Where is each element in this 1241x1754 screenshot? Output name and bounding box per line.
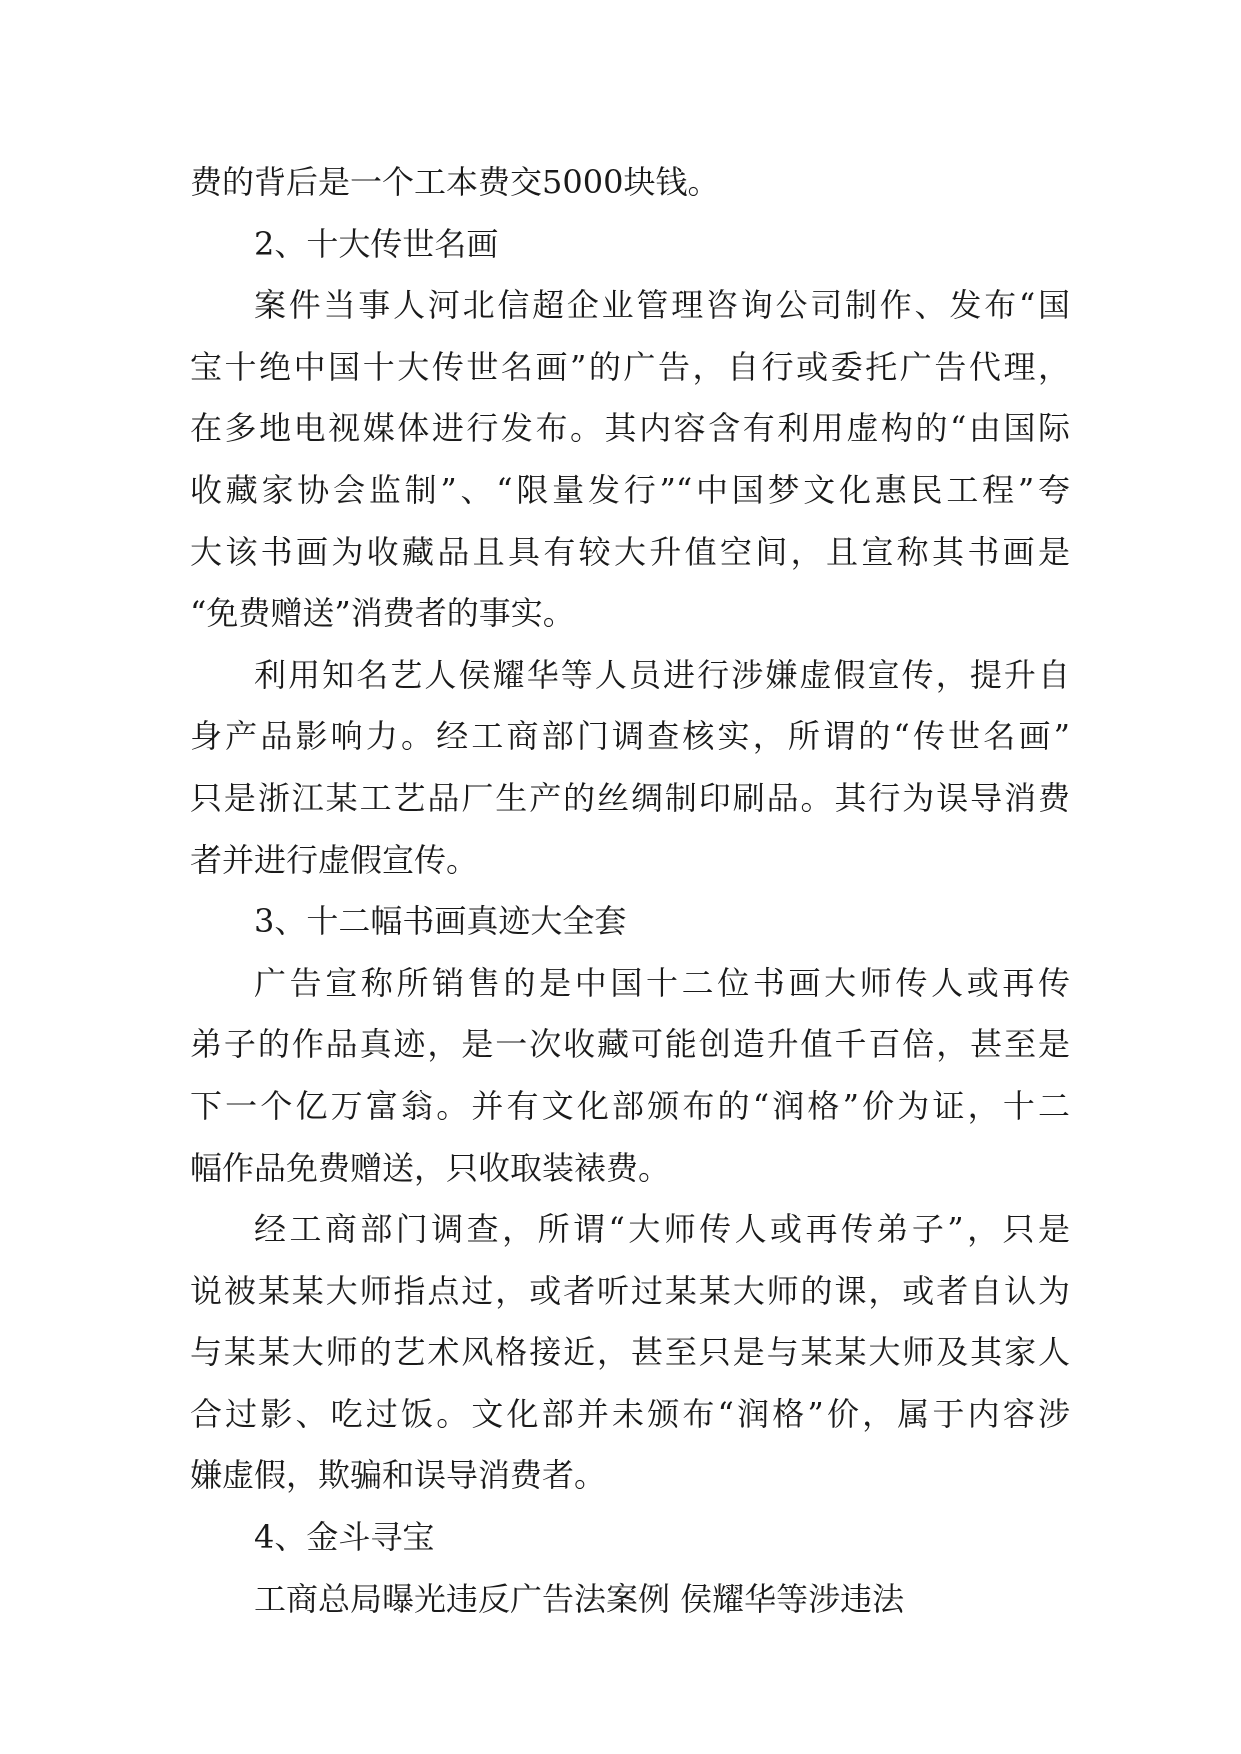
text-line: 在多地电视媒体进行发布。其内容含有利用虚构的“由国际 [190, 409, 1070, 448]
text-line: 2、十大传世名画 [254, 224, 499, 263]
text-line: 说被某某大师指点过，或者听过某某大师的课，或者自认为 [190, 1271, 1070, 1310]
text-line: 合过影、吃过饭。文化部并未颁布“润格”价，属于内容涉 [190, 1394, 1070, 1433]
text-line: 费的背后是一个工本费交5000块钱。 [190, 163, 720, 201]
text-line: 身产品影响力。经工商部门调查核实，所谓的“传世名画” [190, 717, 1070, 756]
text-line: 者并进行虚假宣传。 [190, 840, 479, 879]
document-body [190, 152, 1070, 1630]
text-line: 收藏家协会监制”、“限量发行”“中国梦文化惠民工程”夸 [190, 470, 1070, 509]
text-line: “免费赠送”消费者的事实。 [190, 594, 575, 633]
text-line: 下一个亿万富翁。并有文化部颁布的“润格”价为证，十二 [190, 1086, 1070, 1125]
text-line: 嫌虚假，欺骗和误导消费者。 [190, 1456, 607, 1495]
text-line: 工商总局曝光违反广告法案例 侯耀华等涉违法 [254, 1579, 905, 1618]
text-line: 利用知名艺人侯耀华等人员进行涉嫌虚假宣传，提升自 [254, 655, 1070, 694]
text-line: 弟子的作品真迹，是一次收藏可能创造升值千百倍，甚至是 [190, 1025, 1070, 1064]
text-line: 4、金斗寻宝 [254, 1518, 435, 1557]
text-line: 案件当事人河北信超企业管理咨询公司制作、发布“国 [254, 286, 1070, 325]
text-line: 宝十绝中国十大传世名画”的广告，自行或委托广告代理， [190, 347, 1070, 386]
text-line: 幅作品免费赠送，只收取装裱费。 [190, 1148, 671, 1187]
text-line: 3、十二幅书画真迹大全套 [254, 902, 627, 941]
text-line: 只是浙江某工艺品厂生产的丝绸制印刷品。其行为误导消费 [190, 778, 1070, 817]
text-line: 广告宣称所销售的是中国十二位书画大师传人或再传 [254, 963, 1070, 1002]
text-line: 与某某大师的艺术风格接近，甚至只是与某某大师及其家人 [190, 1333, 1070, 1372]
text-line: 大该书画为收藏品且具有较大升值空间，且宣称其书画是 [190, 532, 1070, 571]
text-line: 经工商部门调查，所谓“大师传人或再传弟子”，只是 [254, 1210, 1070, 1249]
